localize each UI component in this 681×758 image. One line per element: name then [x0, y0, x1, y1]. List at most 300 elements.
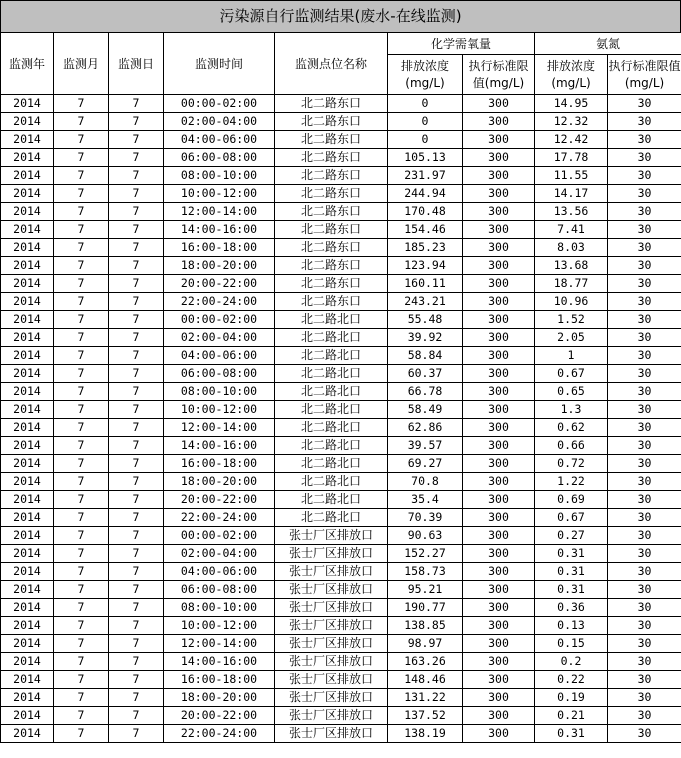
cell-cod-conc: 131.22: [388, 689, 463, 707]
cell-nh3-conc: 14.17: [535, 185, 608, 203]
cell-location: 北二路东口: [275, 203, 388, 221]
cell-time: 12:00-14:00: [164, 203, 275, 221]
cell-nh3-limit: 30: [608, 509, 681, 527]
table-row: [1, 419, 681, 437]
cell-cod-limit: 300: [463, 419, 535, 437]
cell-day: 7: [109, 563, 164, 581]
cell-location: 张士厂区排放口: [275, 653, 388, 671]
cell-time: 16:00-18:00: [164, 239, 275, 257]
cell-location: 北二路东口: [275, 95, 388, 113]
cell-time: 14:00-16:00: [164, 221, 275, 239]
cell-nh3-limit: 30: [608, 203, 681, 221]
cell-cod-limit: 300: [463, 239, 535, 257]
header-location: 监测点位名称: [275, 33, 388, 95]
cell-day: 7: [109, 95, 164, 113]
cell-cod-limit: 300: [463, 347, 535, 365]
cell-cod-limit: 300: [463, 185, 535, 203]
table-body: [1, 95, 681, 743]
cell-year: 2014: [1, 563, 54, 581]
monitoring-table: [0, 32, 681, 743]
cell-time: 12:00-14:00: [164, 419, 275, 437]
cell-time: 10:00-12:00: [164, 617, 275, 635]
cell-day: 7: [109, 329, 164, 347]
table-row: [1, 563, 681, 581]
cell-cod-conc: 160.11: [388, 275, 463, 293]
cell-cod-limit: 300: [463, 455, 535, 473]
header-nh3-limit: 执行标准限值(mg/L): [608, 55, 681, 95]
cell-nh3-limit: 30: [608, 455, 681, 473]
cell-nh3-limit: 30: [608, 671, 681, 689]
cell-cod-limit: 300: [463, 617, 535, 635]
cell-location: 北二路北口: [275, 311, 388, 329]
table-row: [1, 401, 681, 419]
cell-year: 2014: [1, 167, 54, 185]
cell-nh3-limit: 30: [608, 581, 681, 599]
cell-cod-conc: 69.27: [388, 455, 463, 473]
cell-cod-conc: 138.19: [388, 725, 463, 743]
cell-time: 06:00-08:00: [164, 149, 275, 167]
cell-year: 2014: [1, 95, 54, 113]
table-row: [1, 545, 681, 563]
cell-time: 18:00-20:00: [164, 473, 275, 491]
cell-day: 7: [109, 725, 164, 743]
cell-cod-limit: 300: [463, 473, 535, 491]
cell-month: 7: [54, 527, 109, 545]
cell-year: 2014: [1, 599, 54, 617]
cell-year: 2014: [1, 401, 54, 419]
cell-nh3-conc: 0.13: [535, 617, 608, 635]
cell-cod-limit: 300: [463, 257, 535, 275]
cell-nh3-conc: 0.15: [535, 635, 608, 653]
cell-day: 7: [109, 419, 164, 437]
cell-month: 7: [54, 437, 109, 455]
cell-time: 00:00-02:00: [164, 527, 275, 545]
cell-month: 7: [54, 473, 109, 491]
cell-month: 7: [54, 653, 109, 671]
cell-day: 7: [109, 347, 164, 365]
cell-nh3-conc: 0.72: [535, 455, 608, 473]
cell-nh3-conc: 0.31: [535, 725, 608, 743]
cell-cod-limit: 300: [463, 635, 535, 653]
cell-time: 10:00-12:00: [164, 401, 275, 419]
cell-time: 20:00-22:00: [164, 275, 275, 293]
cell-nh3-limit: 30: [608, 473, 681, 491]
cell-month: 7: [54, 725, 109, 743]
cell-year: 2014: [1, 329, 54, 347]
cell-year: 2014: [1, 689, 54, 707]
cell-time: 04:00-06:00: [164, 131, 275, 149]
cell-cod-conc: 0: [388, 113, 463, 131]
cell-year: 2014: [1, 113, 54, 131]
cell-year: 2014: [1, 185, 54, 203]
cell-cod-conc: 0: [388, 95, 463, 113]
cell-cod-limit: 300: [463, 581, 535, 599]
cell-nh3-limit: 30: [608, 221, 681, 239]
cell-nh3-conc: 2.05: [535, 329, 608, 347]
cell-month: 7: [54, 563, 109, 581]
cell-location: 北二路东口: [275, 257, 388, 275]
cell-time: 08:00-10:00: [164, 599, 275, 617]
header-time: 监测时间: [164, 33, 275, 95]
cell-cod-conc: 39.92: [388, 329, 463, 347]
table-row: [1, 725, 681, 743]
cell-nh3-limit: 30: [608, 437, 681, 455]
cell-year: 2014: [1, 455, 54, 473]
cell-month: 7: [54, 203, 109, 221]
cell-nh3-limit: 30: [608, 491, 681, 509]
cell-location: 北二路北口: [275, 365, 388, 383]
cell-cod-conc: 39.57: [388, 437, 463, 455]
table-row: [1, 329, 681, 347]
cell-month: 7: [54, 545, 109, 563]
cell-day: 7: [109, 239, 164, 257]
cell-time: 04:00-06:00: [164, 347, 275, 365]
cell-time: 22:00-24:00: [164, 509, 275, 527]
cell-cod-limit: 300: [463, 167, 535, 185]
cell-cod-limit: 300: [463, 401, 535, 419]
cell-nh3-limit: 30: [608, 689, 681, 707]
cell-cod-conc: 243.21: [388, 293, 463, 311]
cell-cod-conc: 170.48: [388, 203, 463, 221]
cell-year: 2014: [1, 491, 54, 509]
cell-month: 7: [54, 275, 109, 293]
cell-day: 7: [109, 257, 164, 275]
cell-month: 7: [54, 383, 109, 401]
cell-year: 2014: [1, 131, 54, 149]
cell-location: 北二路东口: [275, 239, 388, 257]
cell-time: 22:00-24:00: [164, 725, 275, 743]
table-row: [1, 311, 681, 329]
cell-cod-conc: 55.48: [388, 311, 463, 329]
cell-nh3-limit: 30: [608, 545, 681, 563]
cell-nh3-limit: 30: [608, 635, 681, 653]
cell-month: 7: [54, 185, 109, 203]
cell-nh3-limit: 30: [608, 293, 681, 311]
cell-nh3-limit: 30: [608, 653, 681, 671]
table-row: [1, 149, 681, 167]
table-row: [1, 203, 681, 221]
cell-time: 14:00-16:00: [164, 653, 275, 671]
cell-location: 张士厂区排放口: [275, 599, 388, 617]
cell-month: 7: [54, 167, 109, 185]
cell-cod-conc: 70.39: [388, 509, 463, 527]
cell-month: 7: [54, 293, 109, 311]
cell-location: 北二路东口: [275, 293, 388, 311]
cell-location: 北二路东口: [275, 185, 388, 203]
cell-year: 2014: [1, 437, 54, 455]
cell-day: 7: [109, 203, 164, 221]
cell-month: 7: [54, 617, 109, 635]
cell-location: 北二路北口: [275, 491, 388, 509]
cell-cod-limit: 300: [463, 383, 535, 401]
cell-cod-limit: 300: [463, 707, 535, 725]
cell-month: 7: [54, 455, 109, 473]
cell-location: 张士厂区排放口: [275, 545, 388, 563]
cell-nh3-limit: 30: [608, 113, 681, 131]
table-row: [1, 131, 681, 149]
cell-nh3-conc: 0.67: [535, 365, 608, 383]
cell-cod-limit: 300: [463, 545, 535, 563]
cell-cod-limit: 300: [463, 149, 535, 167]
cell-cod-conc: 58.49: [388, 401, 463, 419]
cell-cod-limit: 300: [463, 509, 535, 527]
cell-cod-conc: 163.26: [388, 653, 463, 671]
cell-nh3-conc: 0.69: [535, 491, 608, 509]
cell-location: 北二路东口: [275, 221, 388, 239]
cell-nh3-limit: 30: [608, 131, 681, 149]
cell-cod-conc: 90.63: [388, 527, 463, 545]
cell-nh3-limit: 30: [608, 95, 681, 113]
cell-month: 7: [54, 347, 109, 365]
cell-nh3-conc: 0.62: [535, 419, 608, 437]
cell-time: 02:00-04:00: [164, 113, 275, 131]
cell-time: 20:00-22:00: [164, 491, 275, 509]
header-row-1: [1, 33, 681, 55]
cell-time: 20:00-22:00: [164, 707, 275, 725]
cell-nh3-conc: 13.56: [535, 203, 608, 221]
cell-time: 00:00-02:00: [164, 311, 275, 329]
cell-cod-conc: 105.13: [388, 149, 463, 167]
cell-cod-conc: 35.4: [388, 491, 463, 509]
cell-location: 张士厂区排放口: [275, 689, 388, 707]
cell-cod-conc: 231.97: [388, 167, 463, 185]
cell-day: 7: [109, 149, 164, 167]
cell-day: 7: [109, 185, 164, 203]
cell-year: 2014: [1, 203, 54, 221]
cell-nh3-conc: 1.52: [535, 311, 608, 329]
cell-location: 张士厂区排放口: [275, 563, 388, 581]
cell-cod-conc: 154.46: [388, 221, 463, 239]
cell-day: 7: [109, 437, 164, 455]
cell-cod-limit: 300: [463, 653, 535, 671]
cell-nh3-limit: 30: [608, 257, 681, 275]
header-nh3-conc: 排放浓度(mg/L): [535, 55, 608, 95]
header-cod-conc: 排放浓度(mg/L): [388, 55, 463, 95]
cell-nh3-conc: 18.77: [535, 275, 608, 293]
cell-nh3-conc: 0.66: [535, 437, 608, 455]
cell-cod-conc: 60.37: [388, 365, 463, 383]
cell-day: 7: [109, 275, 164, 293]
cell-year: 2014: [1, 527, 54, 545]
table-row: [1, 347, 681, 365]
cell-nh3-conc: 7.41: [535, 221, 608, 239]
cell-nh3-limit: 30: [608, 185, 681, 203]
cell-time: 12:00-14:00: [164, 635, 275, 653]
header-year: 监测年: [1, 33, 54, 95]
cell-year: 2014: [1, 365, 54, 383]
cell-year: 2014: [1, 293, 54, 311]
cell-nh3-conc: 1: [535, 347, 608, 365]
cell-cod-limit: 300: [463, 221, 535, 239]
cell-cod-limit: 300: [463, 725, 535, 743]
cell-nh3-limit: 30: [608, 707, 681, 725]
cell-day: 7: [109, 473, 164, 491]
table-row: [1, 455, 681, 473]
table-row: [1, 365, 681, 383]
cell-month: 7: [54, 491, 109, 509]
cell-cod-conc: 62.86: [388, 419, 463, 437]
cell-nh3-conc: 14.95: [535, 95, 608, 113]
table-row: [1, 473, 681, 491]
cell-nh3-conc: 12.32: [535, 113, 608, 131]
cell-cod-conc: 98.97: [388, 635, 463, 653]
table-row: [1, 185, 681, 203]
cell-month: 7: [54, 635, 109, 653]
cell-month: 7: [54, 581, 109, 599]
cell-cod-limit: 300: [463, 113, 535, 131]
cell-year: 2014: [1, 239, 54, 257]
cell-cod-limit: 300: [463, 527, 535, 545]
cell-cod-limit: 300: [463, 563, 535, 581]
table-title: 污染源自行监测结果(废水-在线监测): [0, 0, 681, 33]
cell-day: 7: [109, 707, 164, 725]
cell-location: 张士厂区排放口: [275, 635, 388, 653]
table-row: [1, 581, 681, 599]
cell-year: 2014: [1, 545, 54, 563]
cell-cod-limit: 300: [463, 365, 535, 383]
cell-time: 08:00-10:00: [164, 167, 275, 185]
cell-location: 北二路东口: [275, 113, 388, 131]
cell-location: 北二路东口: [275, 275, 388, 293]
cell-day: 7: [109, 491, 164, 509]
cell-nh3-limit: 30: [608, 275, 681, 293]
cell-nh3-limit: 30: [608, 383, 681, 401]
cell-year: 2014: [1, 347, 54, 365]
cell-cod-limit: 300: [463, 95, 535, 113]
cell-location: 北二路北口: [275, 509, 388, 527]
cell-location: 张士厂区排放口: [275, 725, 388, 743]
cell-nh3-limit: 30: [608, 311, 681, 329]
cell-day: 7: [109, 221, 164, 239]
cell-cod-conc: 138.85: [388, 617, 463, 635]
table-row: [1, 635, 681, 653]
cell-year: 2014: [1, 311, 54, 329]
cell-year: 2014: [1, 617, 54, 635]
cell-nh3-conc: 11.55: [535, 167, 608, 185]
cell-nh3-conc: 12.42: [535, 131, 608, 149]
cell-cod-limit: 300: [463, 599, 535, 617]
cell-nh3-conc: 0.27: [535, 527, 608, 545]
cell-time: 10:00-12:00: [164, 185, 275, 203]
cell-time: 16:00-18:00: [164, 671, 275, 689]
cell-year: 2014: [1, 383, 54, 401]
cell-location: 北二路东口: [275, 131, 388, 149]
cell-time: 02:00-04:00: [164, 329, 275, 347]
cell-year: 2014: [1, 221, 54, 239]
cell-location: 北二路东口: [275, 167, 388, 185]
table-row: [1, 509, 681, 527]
cell-day: 7: [109, 401, 164, 419]
cell-day: 7: [109, 581, 164, 599]
cell-cod-conc: 123.94: [388, 257, 463, 275]
cell-year: 2014: [1, 509, 54, 527]
cell-location: 北二路北口: [275, 401, 388, 419]
cell-time: 02:00-04:00: [164, 545, 275, 563]
cell-time: 08:00-10:00: [164, 383, 275, 401]
cell-cod-limit: 300: [463, 311, 535, 329]
cell-cod-limit: 300: [463, 437, 535, 455]
header-cod-limit: 执行标准限值(mg/L): [463, 55, 535, 95]
cell-time: 18:00-20:00: [164, 689, 275, 707]
cell-location: 北二路东口: [275, 149, 388, 167]
table-row: [1, 257, 681, 275]
cell-cod-limit: 300: [463, 689, 535, 707]
cell-day: 7: [109, 383, 164, 401]
cell-month: 7: [54, 401, 109, 419]
cell-time: 06:00-08:00: [164, 365, 275, 383]
cell-nh3-limit: 30: [608, 167, 681, 185]
cell-nh3-limit: 30: [608, 347, 681, 365]
cell-day: 7: [109, 653, 164, 671]
cell-day: 7: [109, 635, 164, 653]
table-row: [1, 95, 681, 113]
cell-nh3-conc: 8.03: [535, 239, 608, 257]
cell-cod-limit: 300: [463, 671, 535, 689]
cell-day: 7: [109, 455, 164, 473]
cell-month: 7: [54, 599, 109, 617]
cell-location: 北二路北口: [275, 347, 388, 365]
cell-year: 2014: [1, 581, 54, 599]
cell-cod-conc: 70.8: [388, 473, 463, 491]
cell-year: 2014: [1, 707, 54, 725]
cell-location: 北二路北口: [275, 473, 388, 491]
table-row: [1, 383, 681, 401]
cell-nh3-limit: 30: [608, 527, 681, 545]
cell-nh3-conc: 0.65: [535, 383, 608, 401]
cell-year: 2014: [1, 725, 54, 743]
table-row: [1, 707, 681, 725]
cell-location: 北二路北口: [275, 329, 388, 347]
cell-month: 7: [54, 329, 109, 347]
table-row: [1, 113, 681, 131]
cell-cod-conc: 152.27: [388, 545, 463, 563]
table-row: [1, 617, 681, 635]
cell-location: 张士厂区排放口: [275, 527, 388, 545]
cell-nh3-conc: 13.68: [535, 257, 608, 275]
cell-cod-conc: 137.52: [388, 707, 463, 725]
cell-year: 2014: [1, 419, 54, 437]
cell-month: 7: [54, 113, 109, 131]
cell-cod-conc: 148.46: [388, 671, 463, 689]
cell-year: 2014: [1, 635, 54, 653]
cell-day: 7: [109, 131, 164, 149]
cell-time: 06:00-08:00: [164, 581, 275, 599]
cell-time: 04:00-06:00: [164, 563, 275, 581]
cell-time: 00:00-02:00: [164, 95, 275, 113]
cell-year: 2014: [1, 149, 54, 167]
cell-cod-conc: 158.73: [388, 563, 463, 581]
cell-day: 7: [109, 545, 164, 563]
cell-cod-conc: 66.78: [388, 383, 463, 401]
cell-month: 7: [54, 131, 109, 149]
cell-month: 7: [54, 221, 109, 239]
table-row: [1, 437, 681, 455]
cell-day: 7: [109, 527, 164, 545]
table-row: [1, 293, 681, 311]
cell-location: 张士厂区排放口: [275, 581, 388, 599]
cell-day: 7: [109, 167, 164, 185]
cell-month: 7: [54, 365, 109, 383]
cell-nh3-conc: 17.78: [535, 149, 608, 167]
cell-nh3-conc: 0.2: [535, 653, 608, 671]
cell-day: 7: [109, 689, 164, 707]
cell-time: 18:00-20:00: [164, 257, 275, 275]
cell-location: 张士厂区排放口: [275, 617, 388, 635]
cell-day: 7: [109, 509, 164, 527]
cell-nh3-limit: 30: [608, 725, 681, 743]
cell-cod-limit: 300: [463, 329, 535, 347]
cell-time: 16:00-18:00: [164, 455, 275, 473]
